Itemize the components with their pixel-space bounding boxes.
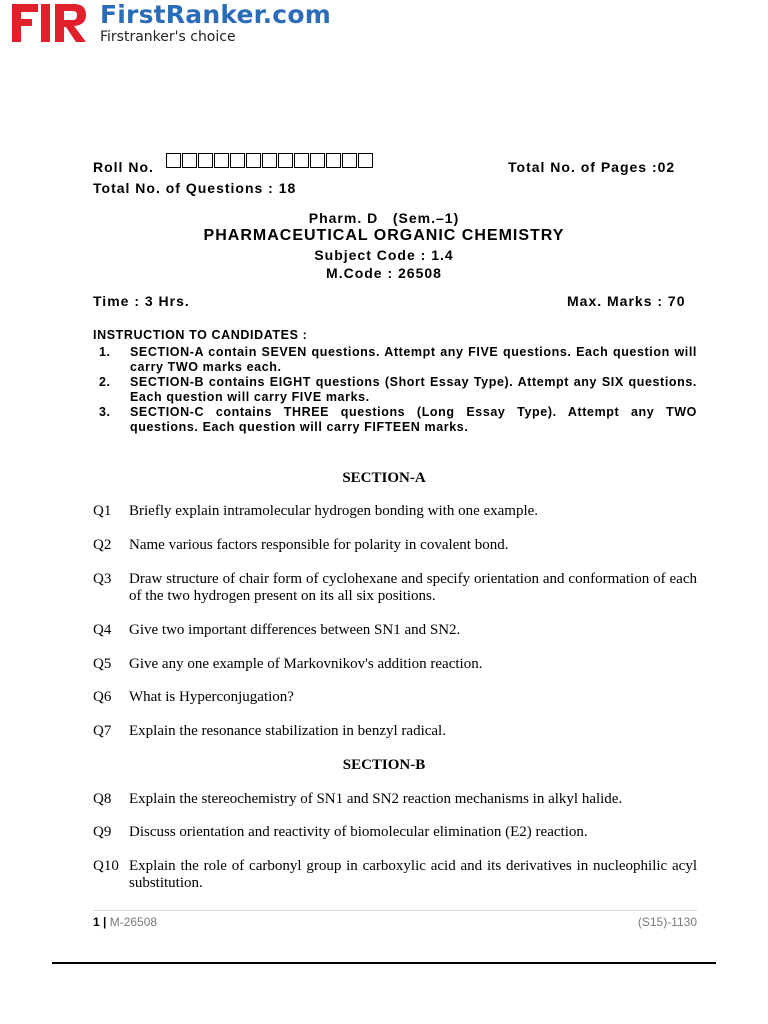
footer-divider: [93, 910, 697, 911]
roll-no-label: Roll No.: [93, 159, 154, 175]
roll-no-box: [166, 153, 181, 168]
question-item: [93, 858, 697, 892]
question-item: [93, 723, 697, 740]
instruction-text: SECTION-C contains THREE questions (Long Essay Type). Attempt any TWO questions. Each question will carry FIFTEEN marks.: [130, 405, 697, 434]
question-number: Q2: [93, 537, 112, 553]
question-item: [93, 622, 697, 639]
roll-no-box: [182, 153, 197, 168]
question-number: Q7: [93, 723, 112, 739]
firstranker-logo-mark-icon: [10, 2, 88, 42]
question-number: Q6: [93, 689, 112, 705]
question-number: Q4: [93, 622, 112, 638]
footer-page-number: 1 |: [93, 915, 107, 929]
roll-no-box: [262, 153, 277, 168]
page-bottom-rule: [52, 962, 716, 964]
question-text: Name various factors responsible for polarity in covalent bond.: [129, 537, 509, 553]
question-item: [93, 656, 697, 673]
instruction-text: SECTION-A contain SEVEN questions. Attempt any FIVE questions. Each question will carry TWO marks each.: [130, 345, 697, 374]
roll-no-box: [358, 153, 373, 168]
instruction-item: [93, 405, 697, 435]
question-number: Q5: [93, 656, 112, 672]
question-number: Q1: [93, 503, 112, 519]
roll-no-box: [230, 153, 245, 168]
question-text: Discuss orientation and reactivity of biomolecular elimination (E2) reaction.: [129, 824, 588, 840]
roll-no-box: [326, 153, 341, 168]
question-number: Q3: [93, 571, 112, 587]
firstranker-logo[interactable]: [10, 0, 340, 48]
section-b-title: SECTION-B: [342, 757, 426, 773]
question-text: What is Hyperconjugation?: [129, 689, 294, 705]
roll-no-box: [214, 153, 229, 168]
course-name: Pharm. D (Sem.–1): [308, 210, 460, 226]
question-text: Draw structure of chair form of cyclohexane and specify orientation and conformation of each of the two hydrogen present on its all six positions.: [129, 571, 697, 604]
question-text: Explain the role of carbonyl group in carboxylic acid and its derivatives in nucleophilic acyl substitution.: [129, 858, 697, 891]
instruction-text: SECTION-B contains EIGHT questions (Short Essay Type). Attempt any SIX questions. Each question will carry FIVE marks.: [130, 375, 697, 404]
roll-no-box: [294, 153, 309, 168]
footer-left: [93, 915, 157, 929]
question-item: [93, 537, 697, 554]
time-allowed: Time : 3 Hrs.: [93, 293, 190, 309]
roll-no-box: [342, 153, 357, 168]
roll-no-boxes: [166, 153, 374, 168]
roll-no-box: [246, 153, 261, 168]
logo-tagline: Firstranker's choice: [100, 29, 236, 45]
question-item: [93, 791, 697, 808]
roll-no-box: [310, 153, 325, 168]
m-code: M.Code : 26508: [326, 265, 442, 281]
question-text: Explain the stereochemistry of SN1 and SN2 reaction mechanisms in alkyl halide.: [129, 791, 623, 807]
total-pages: Total No. of Pages :02: [508, 159, 676, 175]
question-number: Q9: [93, 824, 112, 840]
question-text: Give two important differences between SN1 and SN2.: [129, 622, 461, 638]
total-questions: Total No. of Questions : 18: [93, 180, 297, 196]
question-text: Explain the resonance stabilization in benzyl radical.: [129, 723, 446, 739]
footer-code: M-26508: [109, 915, 158, 929]
instruction-item: [93, 345, 697, 375]
instruction-number: 2.: [99, 375, 111, 389]
max-marks: Max. Marks : 70: [567, 293, 686, 309]
question-item: [93, 824, 697, 841]
question-item: [93, 689, 697, 706]
question-number: Q8: [93, 791, 112, 807]
question-text: Briefly explain intramolecular hydrogen bonding with one example.: [129, 503, 539, 519]
logo-name: FirstRanker.com: [100, 0, 331, 29]
section-a-title: SECTION-A: [342, 470, 426, 486]
instruction-item: [93, 375, 697, 405]
subject-title: PHARMACEUTICAL ORGANIC CHEMISTRY: [203, 227, 565, 244]
question-item: [93, 571, 697, 605]
instructions-heading: INSTRUCTION TO CANDIDATES :: [93, 328, 308, 342]
footer-right: (S15)-1130: [637, 915, 697, 929]
instruction-number: 3.: [99, 405, 111, 419]
instruction-number: 1.: [99, 345, 111, 359]
roll-no-box: [278, 153, 293, 168]
question-text: Give any one example of Markovnikov's addition reaction.: [129, 656, 483, 672]
subject-code: Subject Code : 1.4: [314, 247, 454, 263]
question-number: Q10: [93, 858, 119, 874]
question-item: [93, 503, 697, 520]
roll-no-box: [198, 153, 213, 168]
